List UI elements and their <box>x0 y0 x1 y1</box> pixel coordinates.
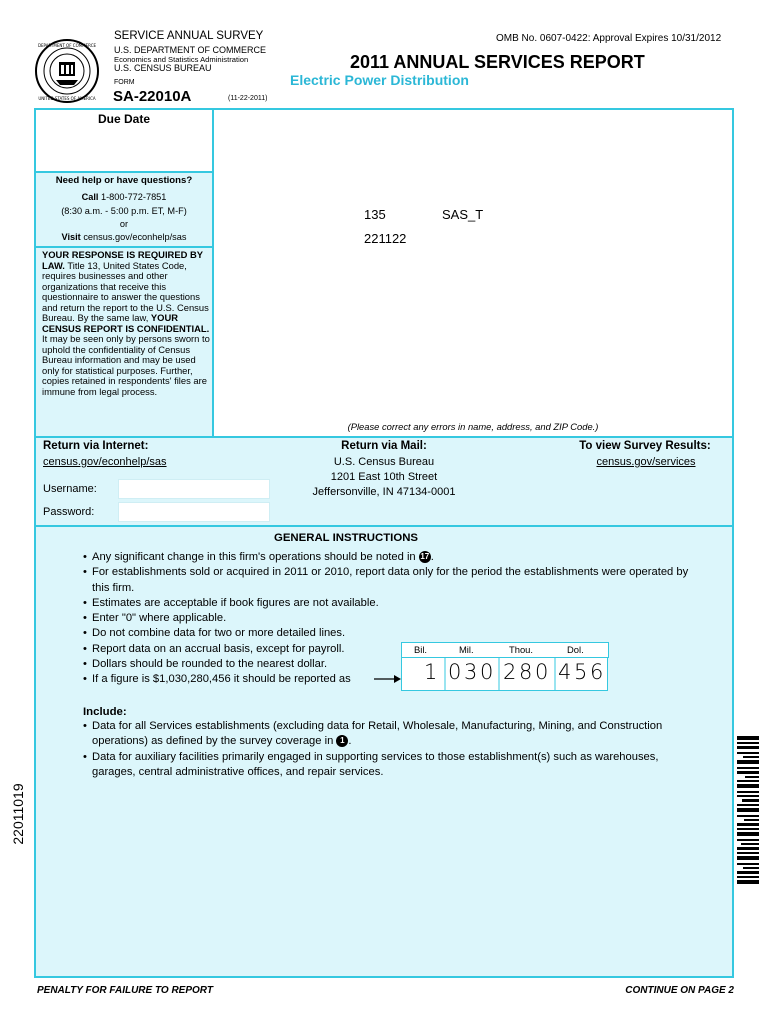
legal-notice <box>42 250 210 397</box>
example-digit: 6 <box>590 660 604 684</box>
form-label: FORM <box>114 79 135 86</box>
svg-text:UNITED STATES OF AMERICA: UNITED STATES OF AMERICA <box>38 96 96 101</box>
example-digit: 4 <box>558 660 572 684</box>
username-field[interactable] <box>118 479 270 499</box>
address-line2: 221122 <box>364 231 407 246</box>
address-line1-a: 135 <box>364 207 386 222</box>
item-reference-badge: 1 <box>336 735 348 747</box>
footer-penalty: PENALTY FOR FAILURE TO REPORT <box>37 985 213 996</box>
mail-line3: Jeffersonville, IN 47134-0001 <box>312 486 456 498</box>
instruction-item: • Enter "0" where applicable. <box>83 611 693 626</box>
include-heading: Include: <box>83 706 127 718</box>
example-digit: 0 <box>480 660 494 684</box>
phone-number[interactable]: 1-800-772-7851 <box>101 192 167 202</box>
confidential-notice: YOUR CENSUS REPORT IS CONFIDENTIAL. <box>42 312 210 334</box>
due-date-label: Due Date <box>97 112 150 126</box>
report-subtitle: Electric Power Distribution <box>290 72 469 88</box>
return-mail-heading: Return via Mail: <box>341 440 427 452</box>
or-text: or <box>119 219 129 229</box>
bureau: U.S. CENSUS BUREAU <box>114 63 212 73</box>
col-bil: Bil. <box>414 644 428 655</box>
password-field[interactable] <box>118 502 270 522</box>
administration: Economics and Statistics Administration <box>114 55 249 64</box>
arrow-right-icon <box>374 671 401 689</box>
mail-line1: U.S. Census Bureau <box>333 456 435 468</box>
required-by-law-text: Title 13, United States Code, requires businesses and other organizations that receive this questionnaire to answer the questions and return the report to the U.S. Census Bureau. By the same law, <box>42 259 209 323</box>
instruction-item: • Do not combine data for two or more detailed lines. <box>83 626 693 641</box>
omb-number: OMB No. 0607-0422: Approval Expires 10/31/2012 <box>496 33 722 44</box>
department: U.S. DEPARTMENT OF COMMERCE <box>114 45 267 55</box>
survey-results-heading: To view Survey Results: <box>579 440 711 452</box>
call-label: Call <box>81 192 99 202</box>
form-number: SA-22010A <box>113 88 192 105</box>
footer-continue: CONTINUE ON PAGE 2 <box>625 985 734 996</box>
include-list <box>83 719 663 780</box>
example-digit: 0 <box>448 660 462 684</box>
example-digit: 0 <box>535 660 549 684</box>
visit-link[interactable]: census.gov/econhelp/sas <box>83 232 187 242</box>
include-item: • Data for all Services establishments (excluding data for Retail, Wholesale, Manufacturing, Mining, and Construction operations) as defined by the survey coverage in 1 . <box>83 719 663 750</box>
census-seal <box>34 38 100 104</box>
instruction-item: • Estimates are acceptable if book figures are not available. <box>83 596 693 611</box>
mail-line2: 1201 East 10th Street <box>330 471 438 483</box>
instruction-item: • Report data on an accrual basis, except for payroll. <box>83 642 693 657</box>
barcode <box>737 736 759 886</box>
instruction-item: • Any significant change in this firm's operations should be noted in 17 . <box>83 550 693 565</box>
col-thou: Thou. <box>509 644 533 655</box>
confidential-text: It may be seen only by persons sworn to uphold the confidentiality of Census Bureau information and may be used only for statistical purposes. Further, copies retained in respondents' files are immune from legal process. <box>42 333 210 397</box>
password-label: Password: <box>43 506 95 518</box>
example-digit: 3 <box>464 660 478 684</box>
example-amount-box <box>401 657 608 691</box>
return-internet-link[interactable]: census.gov/econhelp/sas <box>43 456 167 468</box>
sidebar-divider <box>212 109 214 438</box>
help-divider <box>35 246 213 248</box>
col-dol: Dol. <box>567 644 584 655</box>
address-correction-note: (Please correct any errors in name, address, and ZIP Code.) <box>347 421 599 432</box>
report-title: 2011 ANNUAL SERVICES REPORT <box>350 52 645 72</box>
return-bottom-divider <box>35 525 733 527</box>
instruction-item: • If a figure is $1,030,280,456 it should be reported as <box>83 672 693 687</box>
item-reference-badge: 17 <box>420 552 430 562</box>
instructions-heading: GENERAL INSTRUCTIONS <box>273 532 419 544</box>
call-line <box>36 192 212 202</box>
return-internet-heading: Return via Internet: <box>43 440 149 452</box>
required-by-law: YOUR RESPONSE IS REQUIRED BY LAW. <box>42 249 203 271</box>
help-hours: (8:30 a.m. - 5:00 p.m. ET, M-F) <box>61 206 187 216</box>
address-bottom-divider <box>35 436 733 438</box>
help-heading: Need help or have questions? <box>55 175 193 186</box>
svg-text:DEPARTMENT OF COMMERCE: DEPARTMENT OF COMMERCE <box>37 43 97 48</box>
example-digit: 8 <box>519 660 533 684</box>
visit-line <box>36 232 212 242</box>
include-item: • Data for auxiliary facilities primarily engaged in supporting services to those establishment(s) such as warehouses, garages, central administrative offices, and repair services. <box>83 750 663 781</box>
address-line1-b: SAS_T <box>442 207 484 222</box>
example-digit: 2 <box>503 660 517 684</box>
due-date-divider <box>35 171 213 173</box>
example-column-headers <box>401 642 609 658</box>
form-date: (11-22-2011) <box>228 95 268 102</box>
instruction-item: • Dollars should be rounded to the nearest dollar. <box>83 657 693 672</box>
survey-name: SERVICE ANNUAL SURVEY <box>114 30 264 42</box>
side-form-code: 22011019 <box>10 783 26 845</box>
col-mil: Mil. <box>459 644 474 655</box>
example-digit: 1 <box>424 660 438 684</box>
example-digit: 5 <box>574 660 588 684</box>
username-label: Username: <box>43 483 97 495</box>
survey-results-link[interactable]: census.gov/services <box>596 456 696 468</box>
visit-label: Visit <box>61 232 81 242</box>
instruction-item: • For establishments sold or acquired in 2011 or 2010, report data only for the period the establishments were operated by this firm. <box>83 565 693 596</box>
